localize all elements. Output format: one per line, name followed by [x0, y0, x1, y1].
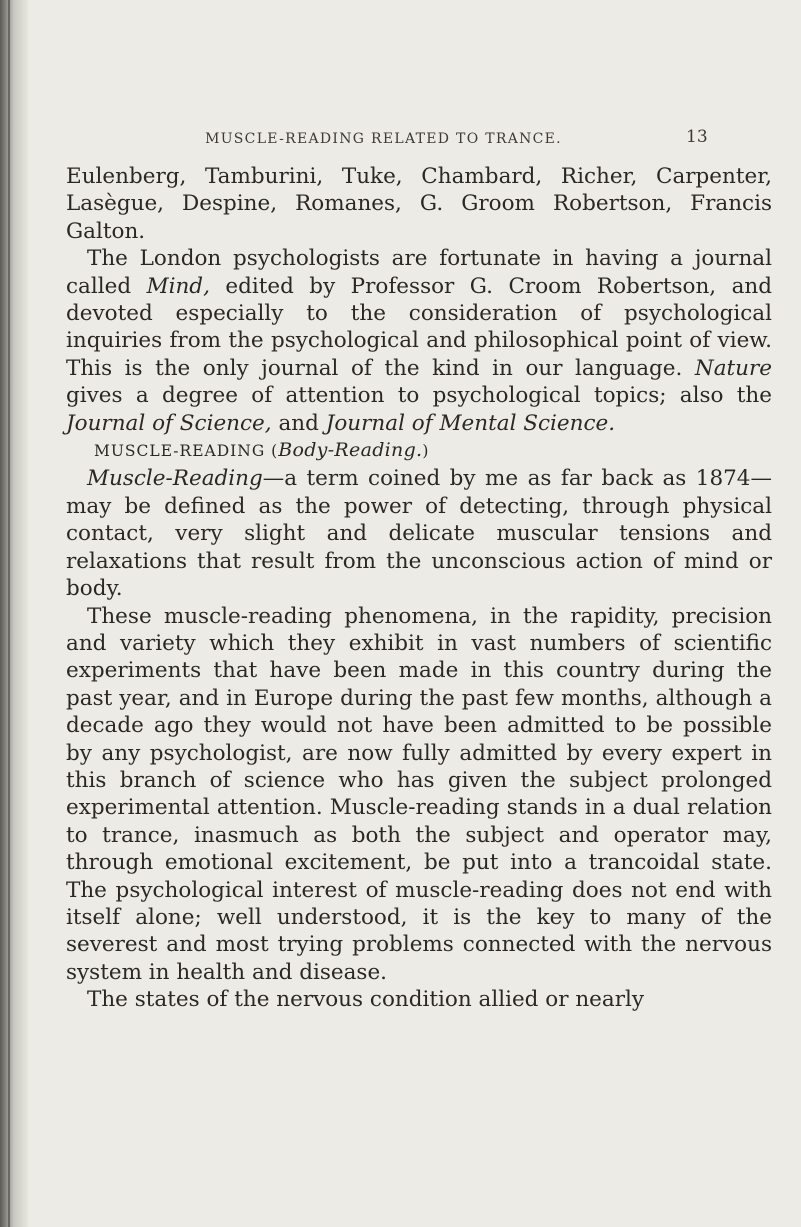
paragraph-phenomena: These muscle-reading phenomena, in the rapidity, precision and variety which they exhibit in vast numbers of scientific experiments that have been made in this country during the past year, and in Europe during the past few months, although a decade ago they would not have been admitted to be possible by any psychologist, are now fully admitted by every expert in this branch of science who has given the subject prolonged experimental attention. Muscle-reading stands in a dual relation to trance, inasmuch as both the subject and operator may, through emotional excitement, be put into a trancoidal state. The psychological interest of muscle-reading does not end with itself alone; well understood, it is the key to many of the severest and most trying problems connected with the nervous system in health and disease.	[66, 603, 772, 985]
section-heading-close: )	[422, 442, 430, 461]
body-text	[66, 163, 772, 1014]
journal-title-mental-science: Journal of Mental Science.	[325, 410, 616, 436]
paragraph-journals	[66, 245, 772, 437]
journal-title-nature: Nature	[694, 355, 772, 381]
definition-text: —a term coined by me as far back as 1874—may be defined as the power of detecting, through physical contact, very slight and delicate muscular tensions and relaxations that result from the unconscious action of mind or body.	[66, 466, 772, 602]
page-number: 13	[686, 127, 708, 147]
binding-seam	[8, 0, 10, 1227]
journals-text-4: and	[271, 410, 326, 436]
section-heading-caps: MUSCLE-READING	[94, 442, 266, 461]
section-heading-open: (	[265, 442, 279, 461]
section-heading	[66, 437, 772, 465]
journal-title-mind: Mind,	[146, 273, 210, 299]
journals-text-3: gives a degree of attention to psychological topics; also the	[66, 383, 772, 409]
paragraph-states: The states of the nervous condition allied or nearly	[87, 987, 645, 1013]
journals-text-2: edited by Professor G. Croom Robertson, and devoted especially to the consideration of psychological inquiries from the psychological and philosophical point of view. This is the only journal of the kind in our language.	[66, 273, 773, 381]
book-page	[66, 0, 771, 1227]
journals-text-1: The London psychologists are fortunate in having a journal called	[66, 246, 772, 299]
paragraph-definition	[66, 465, 772, 602]
scan-binding-edge	[0, 0, 28, 1227]
section-heading-italic: Body-Reading.	[278, 439, 423, 462]
running-head: MUSCLE-READING RELATED TO TRANCE.	[205, 131, 562, 147]
definition-term: Muscle-Reading	[87, 466, 263, 492]
paragraph-names: Eulenberg, Tamburini, Tuke, Chambard, Richer, Carpenter, Lasègue, Despine, Romanes, G. Groom Robertson, Francis Galton.	[66, 164, 772, 244]
journal-title-science: Journal of Science,	[66, 410, 272, 436]
